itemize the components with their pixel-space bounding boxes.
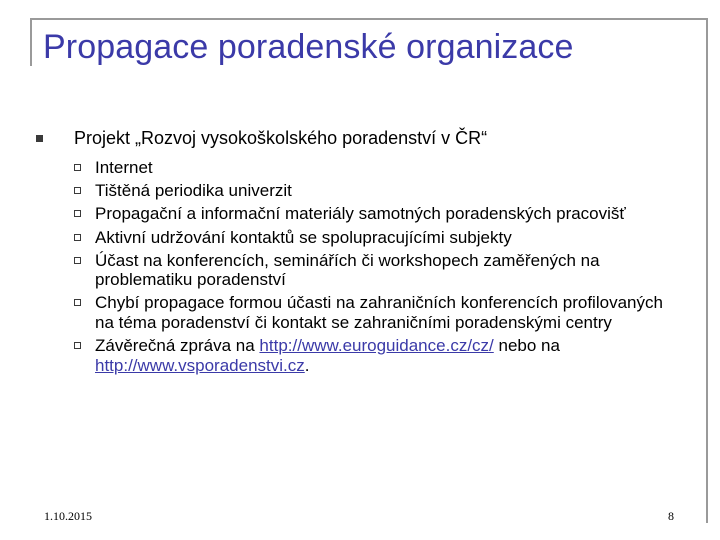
hollow-square-bullet-icon — [74, 342, 81, 349]
main-bullet — [36, 127, 676, 149]
list-item — [36, 158, 676, 178]
list-item — [36, 204, 676, 224]
slide-content — [36, 127, 676, 379]
hollow-square-bullet-icon — [74, 187, 81, 194]
frame-right-border — [706, 18, 708, 523]
hollow-square-bullet-icon — [74, 257, 81, 264]
final-report-middle: nebo na — [493, 336, 560, 356]
hollow-square-bullet-icon — [74, 210, 81, 217]
footer-date: 1.10.2015 — [44, 509, 92, 523]
list-item — [36, 293, 676, 332]
list-item-text: Chybí propagace formou účasti na zahraničních konferencích profilovaných na téma poradenství či kontakt se zahraničními poradenskými centry — [95, 293, 663, 332]
hollow-square-bullet-icon — [74, 234, 81, 241]
hollow-square-bullet-icon — [74, 299, 81, 306]
vsporadenstvi-link[interactable]: http://www.vsporadenstvi.cz — [95, 355, 305, 375]
list-item — [36, 228, 676, 248]
frame-left-border — [30, 18, 32, 66]
list-item-text: Účast na konferencích, seminářích či workshopech zaměřených na problematiku poradenství — [95, 250, 600, 290]
list-item-text: Tištěná periodika univerzit — [95, 181, 292, 201]
frame-top-border — [30, 18, 708, 20]
slide-title: Propagace poradenské organizace — [43, 28, 574, 66]
final-report-prefix: Závěrečná zpráva na — [95, 336, 260, 356]
main-bullet-text: Projekt „Rozvoj vysokoškolského poradenství v ČR“ — [74, 128, 488, 148]
list-item — [36, 251, 676, 290]
sub-bullet-list — [36, 158, 676, 375]
final-report-suffix: . — [304, 355, 310, 375]
list-item-text: Aktivní udržování kontaktů se spolupracujícími subjekty — [95, 227, 512, 247]
page-number: 8 — [668, 509, 674, 523]
hollow-square-bullet-icon — [74, 164, 81, 171]
list-item-final-report — [36, 336, 676, 375]
list-item-text: Internet — [95, 158, 153, 177]
list-item — [36, 181, 676, 201]
euroguidance-link[interactable]: http://www.euroguidance.cz/cz/ — [259, 336, 494, 356]
list-item-text: Propagační a informační materiály samotných poradenských pracovišť — [95, 204, 626, 224]
square-bullet-icon — [36, 135, 43, 142]
